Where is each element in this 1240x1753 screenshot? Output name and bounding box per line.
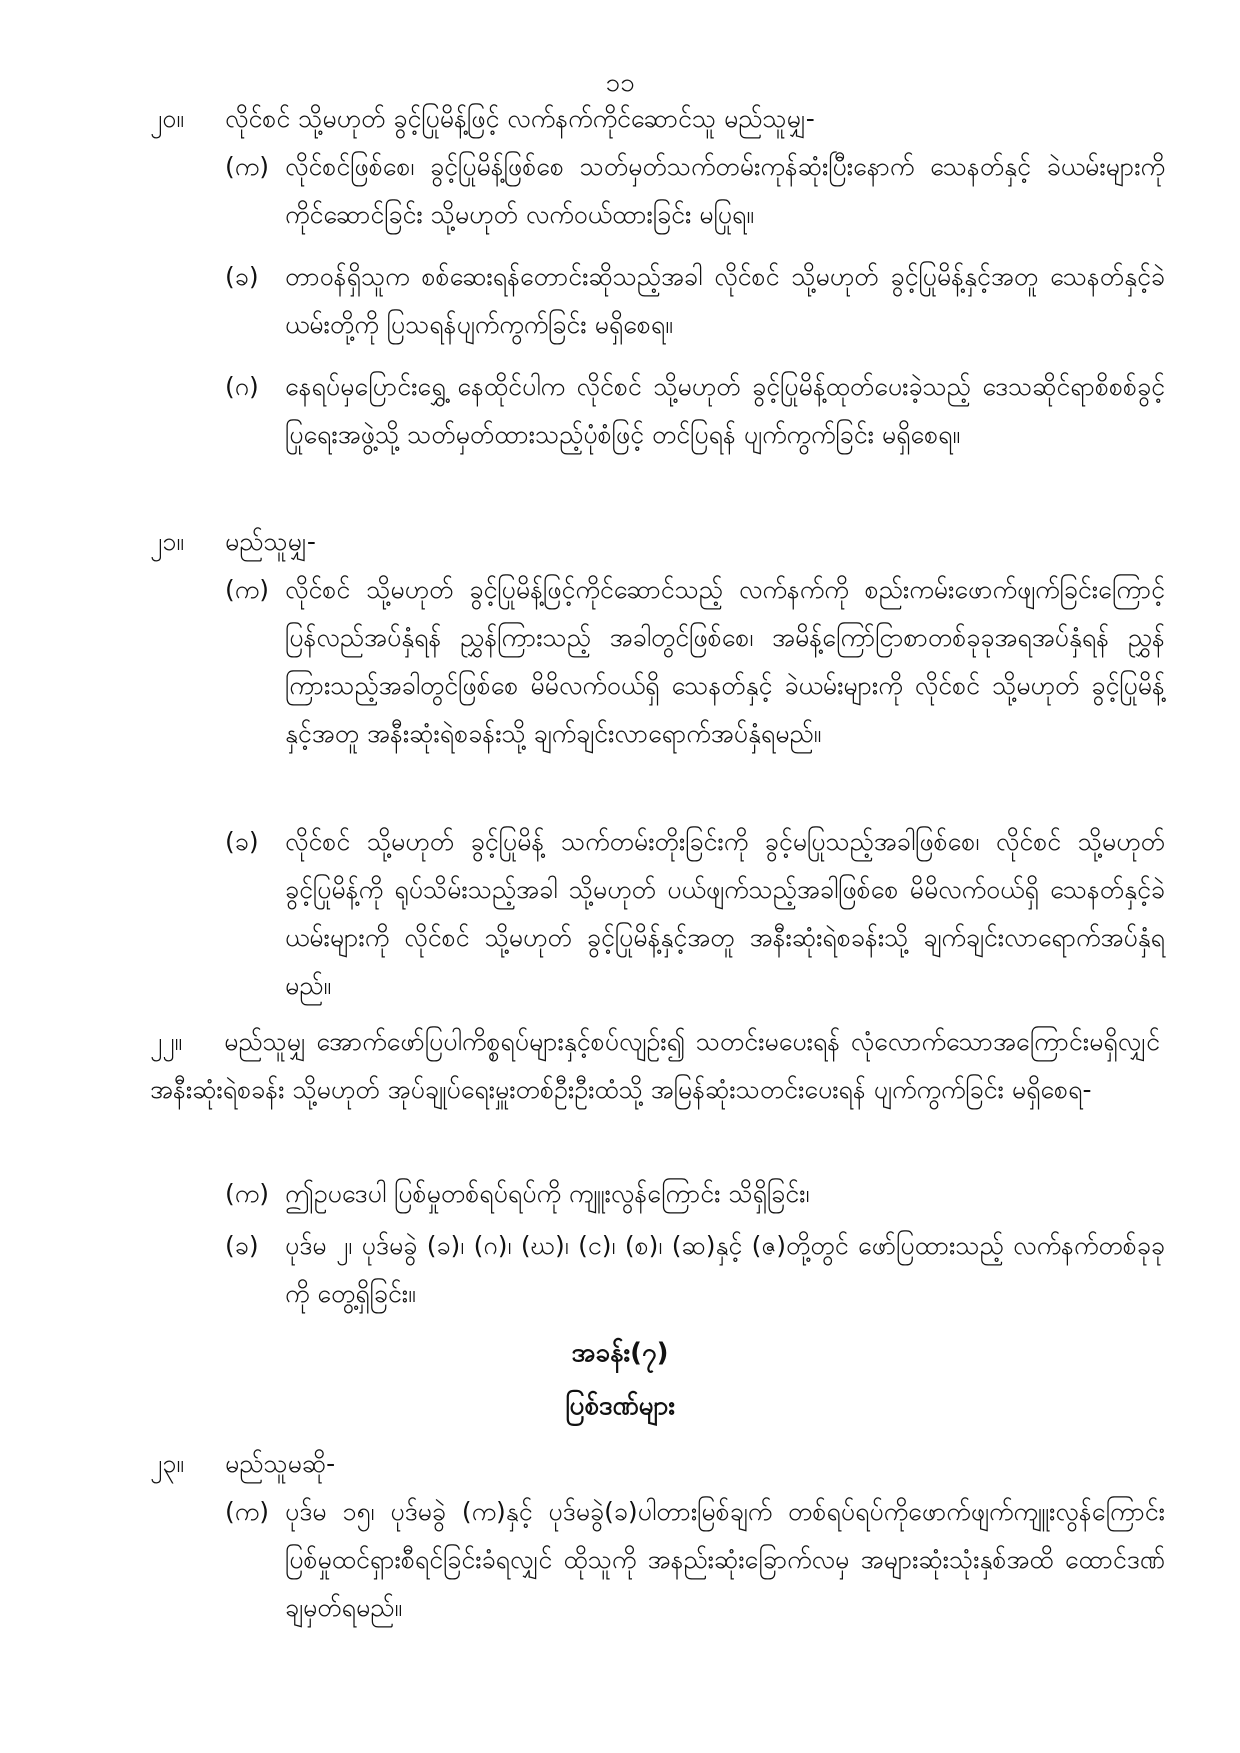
section-number: ၂၀။ (150, 104, 184, 133)
list-item (225, 566, 1165, 758)
list-item (225, 818, 1165, 1010)
item-text: တာဝန်ရှိသူက စစ်ဆေးရန်တောင်းဆိုသည့်အခါ လိုင်စင် သို့မဟုတ် ခွင့်ပြုမိန့်နှင့်အတူ သေနတ်နှင့်ခဲယမ်းတို့ကို ပြသရန်ပျက်ကွက်ခြင်း မရှိစေရ။ (285, 262, 1165, 339)
item-label: (က) (225, 1497, 269, 1526)
section-number: ၂၂။ (150, 1027, 183, 1056)
list-item (225, 1488, 1165, 1632)
section-20-heading (150, 95, 1160, 143)
item-label: (က) (225, 152, 269, 181)
section-21-heading (150, 518, 1160, 566)
item-text: လိုင်စင် သို့မဟုတ် ခွင့်ပြုမိန့် သက်တမ်းတိုးခြင်းကို ခွင့်မပြုသည့်အခါဖြစ်စေ၊ လိုင်စင် သို့မဟုတ် ခွင့်ပြုမိန့်ကို ရုပ်သိမ်းသည့်အခါ သို့မဟုတ် ပယ်ဖျက်သည့်အခါဖြစ်စေ မိမိလက်ဝယ်ရှိ သေနတ်နှင့်ခဲယမ်းများကို လိုင်စင် သို့မဟုတ် ခွင့်ပြုမိန့်နှင့်အတူ အနီးဆုံးရဲစခန်းသို့ ချက်ချင်းလာရောက်အပ်နှံရမည်။ (285, 827, 1165, 1000)
item-label: (က) (225, 1179, 269, 1208)
section-22-paragraph (150, 1018, 1160, 1114)
section-heading: မည်သူမဆို- (225, 1449, 336, 1478)
section-text: မည်သူမျှ အောက်ဖော်ပြပါကိစ္စရပ်များနှင့်စပ်လျဉ်း၍ သတင်းမပေးရန် လုံလောက်သောအကြောင်းမရှိလျှင် အနီးဆုံးရဲစခန်း သို့မဟုတ် အုပ်ချုပ်ရေးမှူးတစ်ဦးဦးထံသို့ အမြန်ဆုံးသတင်းပေးရန် ပျက်ကွက်ခြင်း မရှိစေရ- (150, 1027, 1160, 1104)
list-item (225, 143, 1165, 239)
item-text: ဤဥပဒေပါ ပြစ်မှုတစ်ရပ်ရပ်ကို ကျူးလွန်ကြောင်း သိရှိခြင်း၊ (285, 1179, 810, 1208)
page-number: ၁၁ (605, 68, 635, 98)
item-text: လိုင်စင်ဖြစ်စေ၊ ခွင့်ပြုမိန့်ဖြစ်စေ သတ်မှတ်သက်တမ်းကုန်ဆုံးပြီးနောက် သေနတ်နှင့် ခဲယမ်းများကို ကိုင်ဆောင်ခြင်း သို့မဟုတ် လက်ဝယ်ထားခြင်း မပြုရ။ (285, 152, 1165, 229)
chapter-subtitle: ပြစ်ဒဏ်များ (565, 1391, 675, 1421)
list-item (225, 1222, 1165, 1318)
item-label: (က) (225, 575, 269, 604)
section-number: ၂၃။ (150, 1449, 184, 1478)
item-label: (ခ) (225, 262, 259, 291)
list-item (225, 1170, 1165, 1218)
section-23-heading (150, 1440, 1160, 1488)
item-text: ပုဒ်မ ၂၊ ပုဒ်မခွဲ (ခ)၊ (ဂ)၊ (ဃ)၊ (င)၊ (စ)၊ (ဆ)နှင့် (ဇ)တို့တွင် ဖော်ပြထားသည့် လက်နက်တစ်ခုခုကို တွေ့ရှိခြင်း။ (285, 1231, 1165, 1308)
section-heading: မည်သူမျှ- (225, 527, 316, 556)
item-text: ပုဒ်မ ၁၅၊ ပုဒ်မခွဲ (က)နှင့် ပုဒ်မခွဲ(ခ)ပါတားမြစ်ချက် တစ်ရပ်ရပ်ကိုဖောက်ဖျက်ကျူးလွန်ကြောင်း ပြစ်မှုထင်ရှားစီရင်ခြင်းခံရလျှင် ထိုသူကို အနည်းဆုံးခြောက်လမှ အများဆုံးသုံးနှစ်အထိ ထောင်ဒဏ်ချမှတ်ရမည်။ (285, 1497, 1165, 1622)
item-label: (ခ) (225, 827, 259, 856)
list-item (225, 253, 1165, 349)
item-text: နေရပ်မှပြောင်းရွှေ့ နေထိုင်ပါက လိုင်စင် သို့မဟုတ် ခွင့်ပြုမိန့်ထုတ်ပေးခဲ့သည့် ဒေသဆိုင်ရာစိစစ်ခွင့်ပြုရေးအဖွဲ့သို့ သတ်မှတ်ထားသည့်ပုံစံဖြင့် တင်ပြရန် ပျက်ကွက်ခြင်း မရှိစေရ။ (285, 372, 1165, 449)
section-heading: လိုင်စင် သို့မဟုတ် ခွင့်ပြုမိန့်ဖြင့် လက်နက်ကိုင်ဆောင်သူ မည်သူမျှ- (225, 104, 815, 133)
section-number: ၂၁။ (150, 527, 184, 556)
item-label: (ခ) (225, 1231, 259, 1260)
item-text: လိုင်စင် သို့မဟုတ် ခွင့်ပြုမိန့်ဖြင့်ကိုင်ဆောင်သည့် လက်နက်ကို စည်းကမ်းဖောက်ဖျက်ခြင်းကြောင့်ပြန်လည်အပ်နှံရန် ညွှန်ကြားသည့် အခါတွင်ဖြစ်စေ၊ အမိန့်ကြော်ငြာစာတစ်ခုခုအရအပ်နှံရန် ညွှန်ကြားသည့်အခါတွင်ဖြစ်စေ မိမိလက်ဝယ်ရှိ သေနတ်နှင့် ခဲယမ်းများကို လိုင်စင် သို့မဟုတ် ခွင့်ပြုမိန့်နှင့်အတူ အနီးဆုံးရဲစခန်းသို့ ချက်ချင်းလာရောက်အပ်နှံရမည်။ (285, 575, 1165, 748)
chapter-title: အခန်း(၇) (571, 1338, 669, 1368)
list-item (225, 363, 1165, 459)
item-label: (ဂ) (225, 372, 259, 401)
